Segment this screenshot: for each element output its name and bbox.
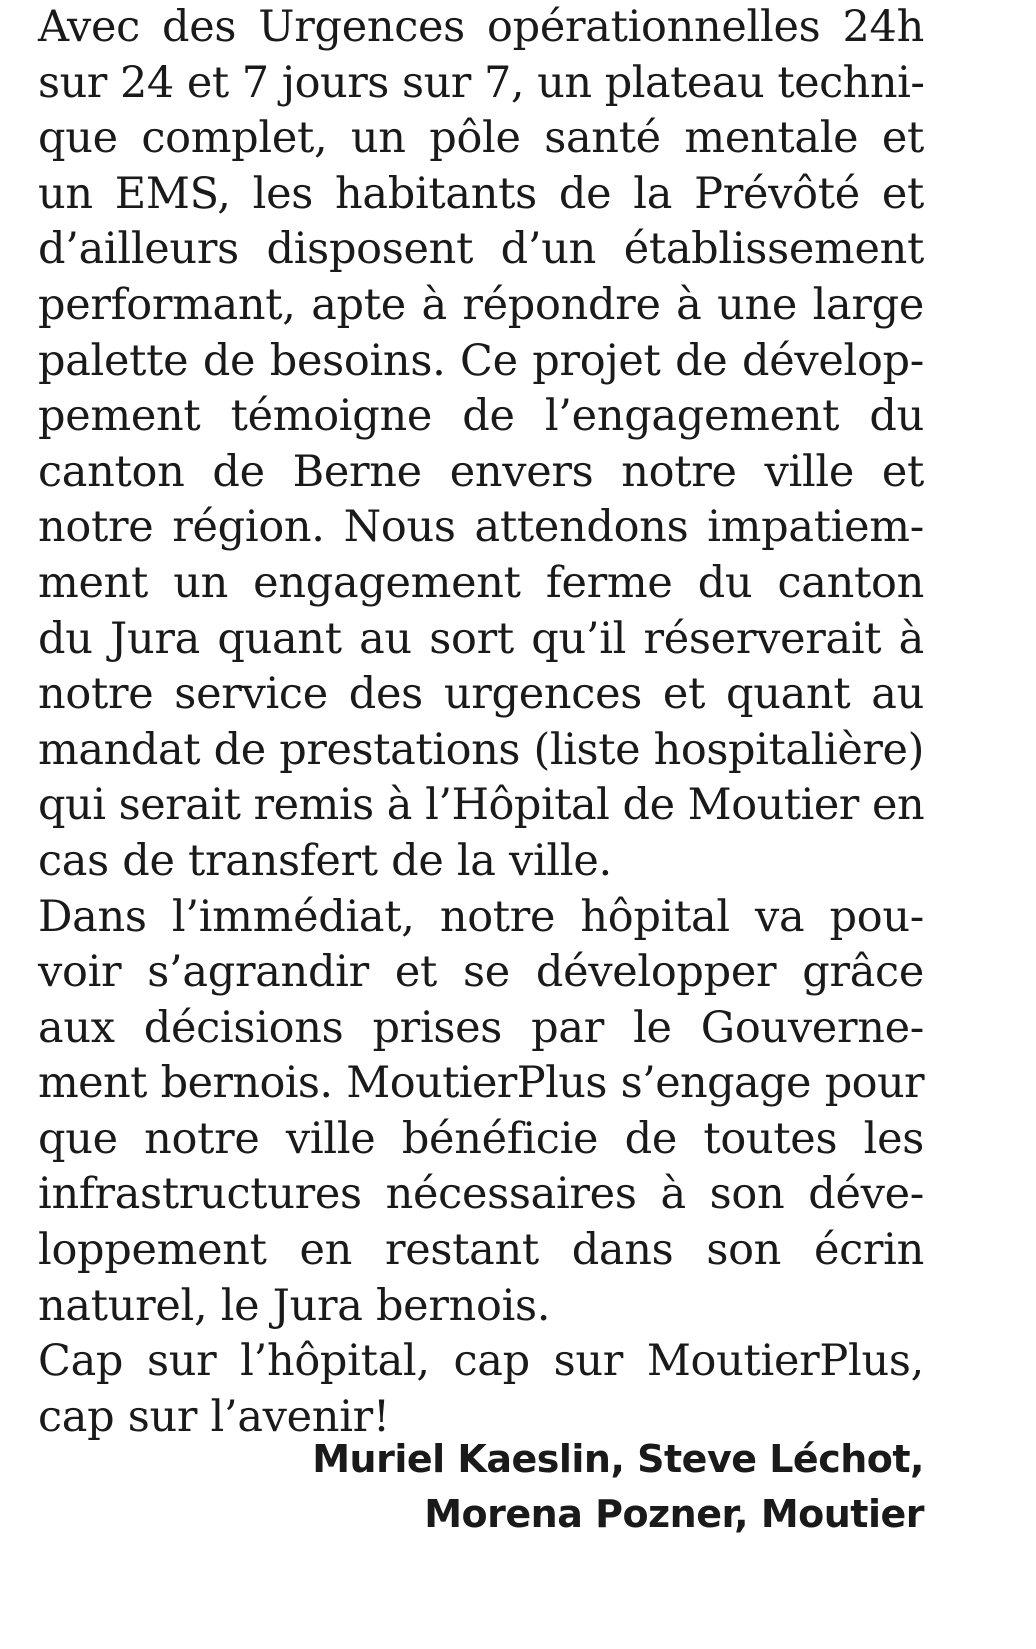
text-line: loppement en restant dans son écrin (38, 1225, 924, 1276)
text-line: notre région. Nous attendons impatiem- (38, 502, 924, 553)
text-line: performant, apte à répondre à une large (38, 279, 924, 330)
text-line: du Jura quant au sort qu’il réserverait à (38, 613, 924, 664)
text-line: Avec des Urgences opérationnelles 24h (38, 2, 924, 52)
text-line: voir s’agrandir et se développer grâce (38, 947, 924, 998)
text-line: infrastructures nécessaires à son déve- (38, 1169, 924, 1220)
text-line: qui serait remis à l’Hôpital de Moutier en (38, 780, 925, 831)
author-signature (312, 1432, 924, 1542)
text-line: notre service des urgences et quant au (38, 669, 924, 720)
text-line: Dans l’immédiat, notre hôpital va pou- (38, 891, 924, 942)
text-line: pement témoigne de l’engagement du (38, 391, 924, 442)
text-line: aux décisions prises par le Gouverne- (38, 1002, 924, 1053)
paragraph-end-line: cap sur l’avenir! (38, 1391, 390, 1442)
text-line: sur 24 et 7 jours sur 7, un plateau techni- (38, 57, 925, 108)
text-line: ment bernois. MoutierPlus s’engage pour (38, 1058, 924, 1109)
signature-names: Muriel Kaeslin, Steve Léchot, (312, 1437, 924, 1481)
text-line: canton de Berne envers notre ville et (38, 446, 924, 497)
article-body (38, 0, 924, 1445)
text-line: que complet, un pôle santé mentale et (38, 113, 924, 164)
text-line: un EMS, les habitants de la Prévôté et (38, 168, 924, 219)
text-line: Cap sur l’hôpital, cap sur MoutierPlus, (38, 1336, 924, 1387)
text-line: mandat de prestations (liste hospitalière) (38, 724, 924, 775)
text-line: d’ailleurs disposent d’un établissement (38, 224, 924, 275)
text-line: ment un engagement ferme du canton (38, 557, 924, 608)
text-line: palette de besoins. Ce projet de dévelop- (38, 335, 924, 386)
paragraph-end-line: naturel, le Jura bernois. (38, 1280, 551, 1331)
signature-names-location: Morena Pozner, Moutier (424, 1492, 924, 1536)
text-line: que notre ville bénéficie de toutes les (38, 1113, 924, 1164)
paragraph-end-line: cas de transfert de la ville. (38, 835, 612, 886)
